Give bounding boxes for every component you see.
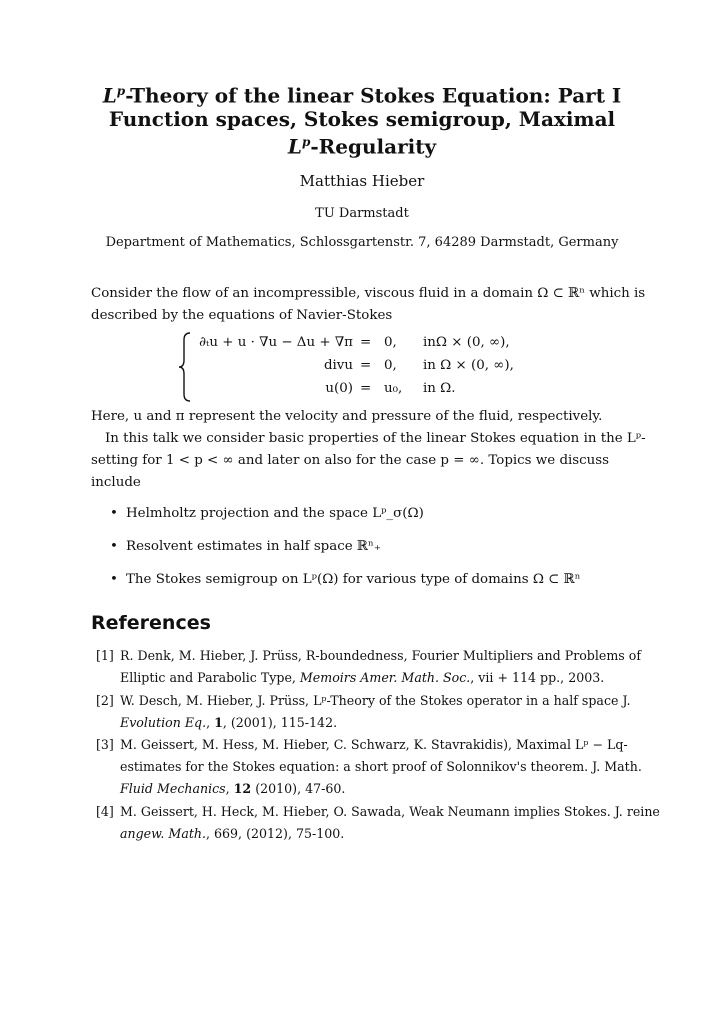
abstract-line-5: setting for 1 < p < ∞ and later on also for the case p = ∞. Topics we discuss <box>91 453 610 468</box>
equation-row <box>178 378 538 400</box>
title-line-1: $L^p$-Theory of the linear Stokes Equation: Part I <box>102 83 622 108</box>
reference-line: estimates for the Stokes equation: a short proof of Solonnikov's theorem. J. Math. <box>120 759 642 774</box>
bullet-icon: • <box>110 572 118 587</box>
abstract-body <box>91 406 646 494</box>
references-heading: References <box>91 612 211 634</box>
list-item: • Helmholtz projection and the space Lᵖ_σ(Ω) <box>110 506 424 521</box>
reference-line: Elliptic and Parabolic Type, Memoirs Amer. Math. Soc., vii + 114 pp., 2003. <box>120 670 605 685</box>
equation-domain: in Ω × (0, ∞), <box>423 358 514 373</box>
abstract-line-1: Consider the flow of an incompressible, viscous fluid in a domain Ω ⊂ ℝⁿ which is <box>91 286 646 301</box>
abstract-line-6: include <box>91 475 141 490</box>
equation-lhs: divu <box>323 358 353 373</box>
bullet-icon: • <box>110 539 118 554</box>
reference-line: Evolution Eq., 1, (2001), 115-142. <box>120 715 338 730</box>
abstract-line-2: described by the equations of Navier-Stokes <box>91 308 393 323</box>
equation-lhs: u(0) <box>325 381 353 396</box>
equation-lhs: ∂ₜu + u · ∇u − Δu + ∇π <box>199 335 353 350</box>
reference-number: [4] <box>96 804 114 819</box>
abstract-line-3: Here, u and π represent the velocity and pressure of the fluid, respectively. <box>91 409 603 424</box>
reference-line: M. Geissert, M. Hess, M. Hieber, C. Schwarz, K. Stavrakidis), Maximal Lᵖ − Lq- <box>120 737 628 752</box>
reference-line: angew. Math., 669, (2012), 75-100. <box>120 826 345 841</box>
equation-row <box>178 332 538 354</box>
title-line-2: Function spaces, Stokes semigroup, Maximal <box>108 106 616 131</box>
abstract-line-4: In this talk we consider basic properties of the linear Stokes equation in the Lᵖ- <box>105 431 646 446</box>
reference-number: [1] <box>96 648 114 663</box>
list-item: • The Stokes semigroup on Lᵖ(Ω) for various type of domains Ω ⊂ ℝⁿ <box>110 572 581 587</box>
list-item: • Resolvent estimates in half space ℝⁿ₊ <box>110 539 381 554</box>
reference-line: Fluid Mechanics, 12 (2010), 47-60. <box>120 781 346 796</box>
equals-sign: = <box>360 358 372 373</box>
title-line-3: $L^p$-Regularity <box>287 134 437 159</box>
reference-line: R. Denk, M. Hieber, J. Prüss, R-boundedness, Fourier Multipliers and Problems of <box>120 648 641 663</box>
author-name: Matthias Hieber <box>299 172 425 190</box>
equation-row <box>178 355 538 377</box>
reference-line: M. Geissert, H. Heck, M. Hieber, O. Sawada, Weak Neumann implies Stokes. J. reine <box>120 804 660 819</box>
department-address: Department of Mathematics, Schlossgartenstr. 7, 64289 Darmstadt, Germany <box>105 235 619 250</box>
equation-rhs: 0, <box>384 335 397 350</box>
bullet-icon: • <box>110 506 118 521</box>
navier-stokes-system <box>178 332 538 402</box>
equation-domain: inΩ × (0, ∞), <box>423 335 510 350</box>
reference-number: [3] <box>96 737 114 752</box>
equals-sign: = <box>360 335 372 350</box>
equals-sign: = <box>360 381 372 396</box>
equation-domain: in Ω. <box>423 381 456 396</box>
reference-number: [2] <box>96 693 114 708</box>
equation-rhs: u₀, <box>384 381 403 396</box>
reference-line: W. Desch, M. Hieber, J. Prüss, Lᵖ-Theory of the Stokes operator in a half space J. <box>120 693 631 708</box>
affiliation: TU Darmstadt <box>315 206 409 221</box>
paper-title <box>0 80 724 158</box>
equation-rhs: 0, <box>384 358 397 373</box>
abstract-intro <box>91 283 646 327</box>
